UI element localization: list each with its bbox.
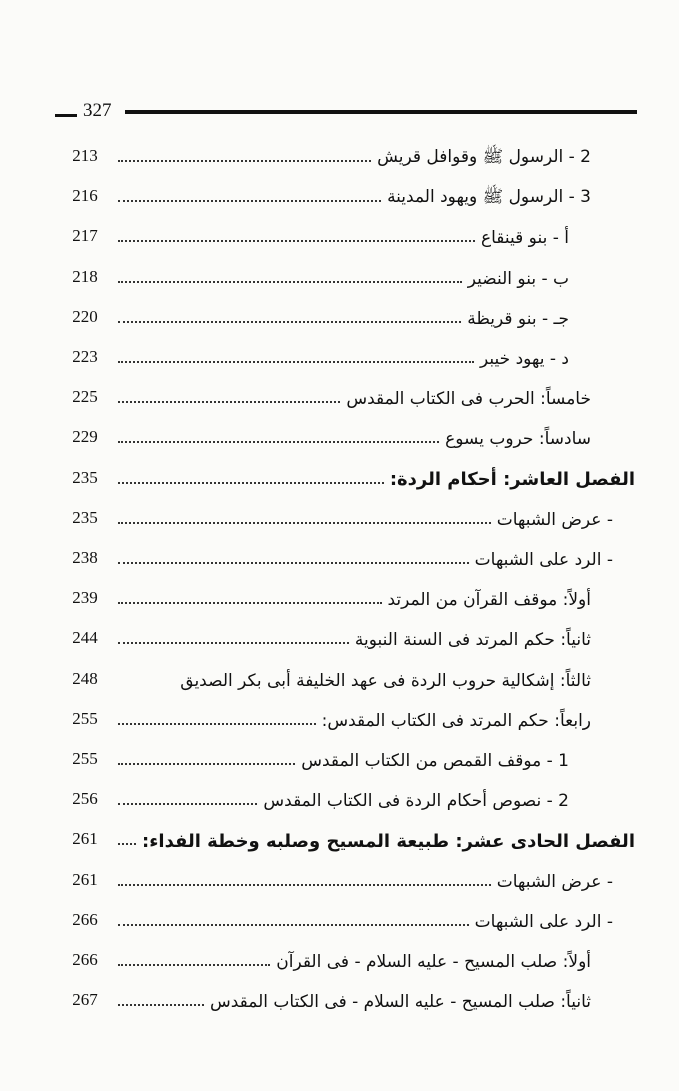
entry-page-number: 213 — [72, 146, 98, 165]
entry-title: أولاً: صلب المسيح - عليه السلام - فى القرآن — [276, 952, 591, 972]
entry-title: 3 - الرسول ﷺ ويهود المدينة — [387, 186, 591, 207]
page-number: 327 — [83, 100, 112, 121]
dot-leader — [118, 821, 136, 845]
dot-leader — [118, 781, 257, 805]
dot-leader — [118, 741, 295, 765]
entry-title: - الرد على الشبهات — [474, 911, 613, 932]
toc-entry[interactable] — [0, 379, 679, 419]
entry-page-number: 229 — [72, 427, 98, 447]
entry-line — [118, 862, 613, 902]
entry-page-number: 225 — [72, 387, 98, 407]
entry-page-number: 223 — [72, 347, 98, 366]
toc-entry[interactable] — [0, 982, 679, 1022]
entry-line — [118, 379, 591, 419]
toc-entry[interactable] — [0, 540, 679, 580]
toc-entry[interactable] — [0, 902, 679, 942]
dot-leader — [118, 379, 340, 403]
entry-page-number: 261 — [72, 829, 98, 849]
entry-line — [118, 419, 591, 459]
dot-leader — [118, 339, 474, 363]
entry-page-number: 220 — [72, 306, 98, 326]
dot-leader — [118, 218, 475, 242]
entry-line — [118, 942, 591, 982]
entry-page-number: 266 — [72, 950, 98, 969]
dot-leader — [118, 259, 462, 283]
dot-leader — [118, 299, 461, 323]
dot-leader — [118, 460, 384, 484]
toc-entry[interactable] — [0, 500, 679, 540]
entry-title: ثانياً: حكم المرتد فى السنة النبوية — [354, 630, 591, 651]
entry-page-number: 248 — [72, 668, 98, 688]
entry-line — [118, 138, 591, 178]
dot-leader — [118, 540, 469, 564]
dot-leader — [118, 138, 371, 162]
dot-leader — [118, 580, 382, 604]
entry-title: د - يهود خيبر — [480, 349, 569, 369]
entry-line — [118, 218, 569, 258]
entry-line — [118, 580, 591, 620]
chapter-title: الفصل العاشر: أحكام الردة: — [389, 469, 635, 491]
entry-title: ثالثاً: إشكالية حروب الردة فى عهد الخليفة أبى بكر الصديق — [180, 670, 591, 691]
entry-title: - عرض الشبهات — [496, 871, 613, 892]
entry-title: 2 - الرسول ﷺ وقوافل قريش — [377, 146, 591, 167]
entry-page-number: 235 — [72, 467, 98, 487]
entry-page-number: 238 — [72, 548, 98, 567]
entry-title: 1 - موقف القمص من الكتاب المقدس — [301, 751, 569, 771]
entry-page-number: 261 — [72, 869, 98, 889]
entry-title: - عرض الشبهات — [496, 509, 613, 530]
entry-page-number: 267 — [72, 990, 98, 1010]
entry-page-number: 239 — [72, 588, 98, 608]
dot-leader — [118, 500, 491, 524]
toc-entry[interactable] — [0, 299, 679, 339]
entry-line — [118, 620, 591, 660]
entry-page-number: 266 — [72, 909, 98, 929]
toc-entry[interactable] — [0, 580, 679, 620]
entry-page-number: 218 — [72, 266, 98, 286]
entry-title: أولاً: موقف القرآن من المرتد — [387, 590, 591, 611]
toc-entry[interactable] — [0, 419, 679, 459]
entry-title: ثانياً: صلب المسيح - عليه السلام - فى الكتاب المقدس — [210, 992, 591, 1013]
entry-line — [118, 259, 569, 299]
entry-page-number: 255 — [72, 749, 98, 768]
entry-title: سادساً: حروب يسوع — [445, 429, 591, 450]
toc-entry[interactable] — [0, 661, 679, 701]
toc-entry[interactable] — [0, 701, 679, 741]
toc-entry[interactable] — [0, 781, 679, 821]
dot-leader — [118, 620, 349, 644]
entry-line — [118, 741, 569, 781]
entry-title: جـ - بنو قريظة — [467, 308, 569, 329]
header-dash — [55, 114, 77, 117]
toc-entry[interactable] — [0, 339, 679, 379]
dot-leader — [118, 862, 491, 886]
entry-title: - الرد على الشبهات — [474, 550, 613, 570]
entry-page-number: 216 — [72, 186, 98, 206]
entry-page-number: 235 — [72, 507, 98, 527]
dot-leader — [118, 942, 270, 966]
toc-entry[interactable] — [0, 741, 679, 781]
dot-leader — [118, 178, 381, 202]
toc-entry[interactable] — [0, 259, 679, 299]
toc-chapter-entry[interactable] — [0, 460, 679, 500]
dot-leader — [118, 982, 204, 1006]
entry-page-number: 256 — [72, 789, 98, 809]
page-header — [55, 96, 637, 132]
entry-page-number: 244 — [72, 628, 98, 648]
entry-title: ب - بنو النضير — [467, 268, 569, 289]
entry-page-number: 217 — [72, 226, 98, 246]
toc-entry[interactable] — [0, 862, 679, 902]
chapter-title: الفصل الحادى عشر: طبيعة المسيح وصلبه وخطة الفداء: — [142, 830, 635, 852]
entry-line — [118, 821, 635, 861]
header-rule — [125, 110, 637, 114]
toc-entry[interactable] — [0, 218, 679, 258]
entry-line — [118, 781, 569, 821]
entry-line — [118, 460, 635, 500]
dot-leader — [118, 902, 469, 926]
toc-chapter-entry[interactable] — [0, 821, 679, 861]
entry-line — [118, 178, 591, 218]
dot-leader — [118, 701, 316, 725]
toc-entry[interactable] — [0, 178, 679, 218]
entry-line — [118, 500, 613, 540]
toc-entry[interactable] — [0, 942, 679, 982]
dot-leader — [118, 419, 439, 443]
entry-line — [118, 902, 613, 942]
entry-title: خامساً: الحرب فى الكتاب المقدس — [346, 389, 591, 410]
entry-line — [118, 540, 613, 580]
entry-line — [118, 982, 591, 1022]
entry-line — [118, 701, 591, 741]
entry-title: أ - بنو قينقاع — [480, 228, 569, 249]
toc-entry[interactable] — [0, 620, 679, 660]
entry-title: رابعاً: حكم المرتد فى الكتاب المقدس: — [321, 710, 591, 731]
entry-line — [118, 661, 591, 701]
entry-line — [118, 299, 569, 339]
entry-title: 2 - نصوص أحكام الردة فى الكتاب المقدس — [263, 791, 569, 812]
toc-entry[interactable] — [0, 138, 679, 178]
entry-line — [118, 339, 569, 379]
entry-page-number: 255 — [72, 708, 98, 728]
